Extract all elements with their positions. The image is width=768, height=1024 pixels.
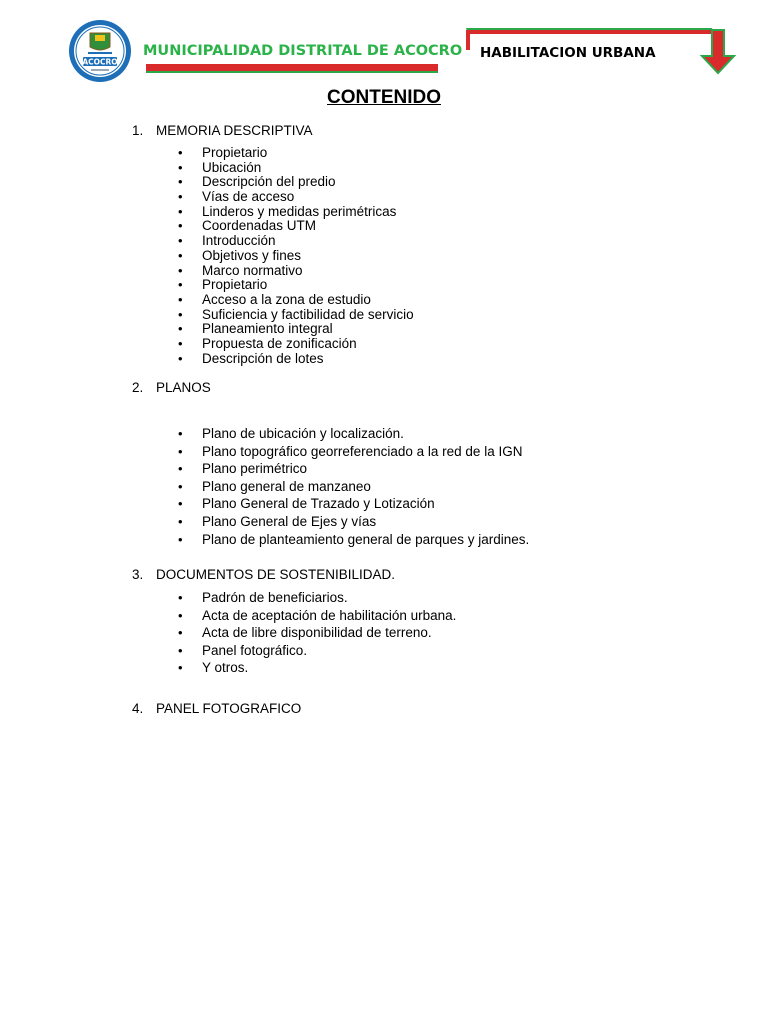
section-number: 4. xyxy=(132,701,144,716)
list-item: • Objetivos y fines xyxy=(178,247,302,263)
section-title: PANEL FOTOGRAFICO xyxy=(156,701,302,716)
list-item: • Descripción del predio xyxy=(178,174,336,190)
list-item: • Propietario xyxy=(178,277,268,293)
municipality-logo xyxy=(64,19,136,83)
list-item: • Acceso a la zona de estudio xyxy=(178,291,371,307)
bullet-icon: • xyxy=(178,531,183,547)
list-item: • Y otros. xyxy=(178,660,249,676)
list-item: • Plano de ubicación y localización. xyxy=(178,426,404,441)
bullet-icon: • xyxy=(178,607,183,623)
section-item-list xyxy=(0,146,768,366)
list-item: • Plano general de manzaneo xyxy=(178,478,371,494)
bullet-icon: • xyxy=(178,642,183,658)
list-item: • Plano topográfico georreferenciado a la red de la IGN xyxy=(178,443,523,459)
bullet-icon: • xyxy=(178,660,183,676)
document-type-title: HABILITACION URBANA xyxy=(480,45,656,61)
bullet-icon: • xyxy=(178,174,183,190)
bullet-icon: • xyxy=(178,350,183,366)
list-item: • Ubicación xyxy=(178,159,262,175)
list-item: • Padrón de beneficiarios. xyxy=(178,590,348,605)
bullet-icon: • xyxy=(178,159,183,175)
logo-text: ACOCRO xyxy=(82,57,118,67)
list-item: • Plano perimétrico xyxy=(178,461,308,477)
section-title: MEMORIA DESCRIPTIVA xyxy=(156,123,313,138)
list-item: • Planeamiento integral xyxy=(178,321,333,337)
list-item: • Propietario xyxy=(178,145,268,160)
bullet-icon: • xyxy=(178,513,183,529)
list-item: • Propuesta de zonificación xyxy=(178,335,357,351)
list-item: • Marco normativo xyxy=(178,262,303,278)
bullet-icon: • xyxy=(178,461,183,477)
bullet-icon: • xyxy=(178,426,183,441)
bullet-icon: • xyxy=(178,443,183,459)
section-heading xyxy=(132,567,395,582)
list-item: • Plano de planteamiento general de parques y jardines. xyxy=(178,531,530,547)
list-item: • Descripción de lotes xyxy=(178,350,324,366)
bullet-icon: • xyxy=(178,478,183,494)
section-number: 3. xyxy=(132,567,144,582)
section-heading xyxy=(132,380,211,395)
bullet-icon: • xyxy=(178,306,183,322)
section-heading xyxy=(132,701,301,716)
organization-name: MUNICIPALIDAD DISTRITAL DE ACOCRO xyxy=(143,43,463,59)
bullet-icon: • xyxy=(178,625,183,641)
list-item: • Acta de libre disponibilidad de terreno. xyxy=(178,625,432,641)
list-item: • Coordenadas UTM xyxy=(178,218,317,234)
list-item: • Vías de acceso xyxy=(178,189,295,205)
bullet-icon: • xyxy=(178,321,183,337)
organization-underline xyxy=(146,64,438,73)
bullet-icon: • xyxy=(178,496,183,512)
section-heading xyxy=(132,123,313,138)
contents-title: CONTENIDO xyxy=(327,87,441,108)
section-item-list xyxy=(0,425,768,548)
section-title: DOCUMENTOS DE SOSTENIBILIDAD. xyxy=(156,567,396,582)
bullet-icon: • xyxy=(178,277,183,293)
bullet-icon: • xyxy=(178,218,183,234)
section-item-list xyxy=(0,589,768,677)
list-item: • Introducción xyxy=(178,233,276,249)
page-header xyxy=(0,0,768,90)
list-item: • Acta de aceptación de habilitación urbana. xyxy=(178,607,457,623)
bullet-icon: • xyxy=(178,262,183,278)
section-number: 2. xyxy=(132,380,144,395)
bullet-icon: • xyxy=(178,145,183,160)
list-item: • Plano General de Trazado y Lotización xyxy=(178,496,435,512)
bullet-icon: • xyxy=(178,203,183,219)
bullet-icon: • xyxy=(178,189,183,205)
section-number: 1. xyxy=(132,123,144,138)
list-item: • Suficiencia y factibilidad de servicio xyxy=(178,306,414,322)
list-item: • Plano General de Ejes y vías xyxy=(178,513,377,529)
bullet-icon: • xyxy=(178,335,183,351)
list-item: • Panel fotográfico. xyxy=(178,642,308,658)
bullet-icon: • xyxy=(178,247,183,263)
bullet-icon: • xyxy=(178,590,183,605)
bullet-icon: • xyxy=(178,233,183,249)
section-title: PLANOS xyxy=(156,380,211,395)
bullet-icon: • xyxy=(178,291,183,307)
list-item: • Linderos y medidas perimétricas xyxy=(178,203,397,219)
